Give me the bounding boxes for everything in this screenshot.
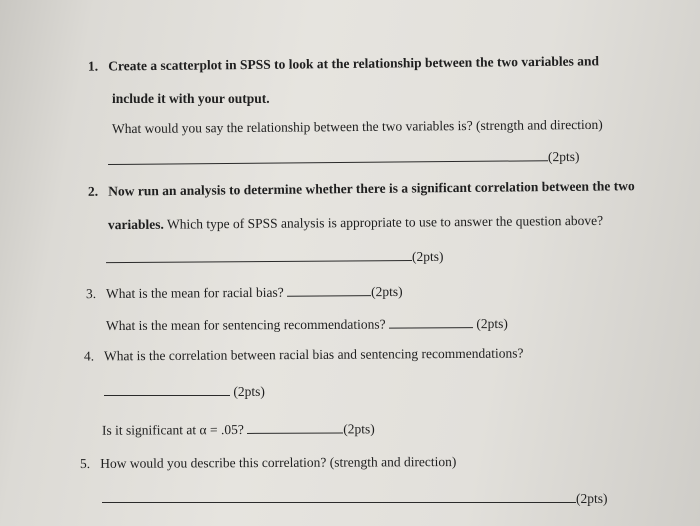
- q4-line: [84, 345, 524, 364]
- q3-subquestion: What is the mean for sentencing recommendations?: [105, 316, 386, 334]
- q2-number: 2.: [87, 183, 99, 199]
- q1-answer-row: [108, 148, 580, 169]
- q5-answer-blank[interactable]: [102, 490, 576, 503]
- q1-line2: include it with your output.: [112, 91, 270, 106]
- q4-subquestion: Is it significant at α = .05?: [101, 421, 244, 438]
- q3-sub-points: (2pts): [476, 315, 508, 332]
- q5-text: How would you describe this correlation? (strength and direction): [100, 454, 457, 471]
- q1-subquestion: What would you say the relationship between the two variables is? (strength and direction): [111, 116, 603, 137]
- q3-text: What is the mean for racial bias?: [105, 284, 284, 301]
- q1-answer-blank[interactable]: [108, 148, 548, 165]
- q3-sub-line: [106, 315, 508, 334]
- q4-points: (2pts): [233, 384, 265, 399]
- q5-answer-row: [102, 490, 608, 507]
- q4-number: 4.: [83, 348, 95, 364]
- q4-sub-answer-blank[interactable]: [247, 420, 343, 434]
- q2-answer-blank[interactable]: [106, 248, 412, 263]
- q4-sub-points: (2pts): [343, 421, 375, 437]
- q4-answer-blank[interactable]: [104, 383, 230, 396]
- q3-points: (2pts): [371, 283, 403, 300]
- q1-line1: [88, 53, 599, 74]
- q4-sub-line: [102, 420, 375, 438]
- q5-number: 5.: [79, 455, 91, 471]
- q2-line2: [108, 213, 603, 233]
- q3-sub-answer-blank[interactable]: [389, 315, 473, 328]
- q2-points: (2pts): [411, 248, 444, 265]
- q2-answer-row: [106, 248, 444, 267]
- q2-line1: [88, 178, 635, 200]
- q4-answer-row: [104, 383, 265, 400]
- q4-text: What is the correlation between racial bias and sentencing recommendations?: [103, 345, 524, 364]
- q1-text-line1: Create a scatterplot in SPSS to look at the relationship between the two variables and: [108, 53, 600, 74]
- q1-points: (2pts): [547, 148, 580, 165]
- q5-line: [80, 454, 456, 472]
- q2-text-line2-bold: variables.: [107, 216, 164, 233]
- q3-line: [86, 283, 403, 302]
- q2-text-line1: Now run an analysis to determine whether there is a significant correlation between the two: [108, 178, 635, 199]
- q3-number: 3.: [85, 286, 97, 302]
- q1-number: 1.: [87, 58, 99, 74]
- q2-text-line2: Which type of SPSS analysis is appropriate to use to answer the question above?: [166, 212, 604, 232]
- q5-points: (2pts): [576, 491, 608, 506]
- q3-answer-blank[interactable]: [287, 283, 371, 297]
